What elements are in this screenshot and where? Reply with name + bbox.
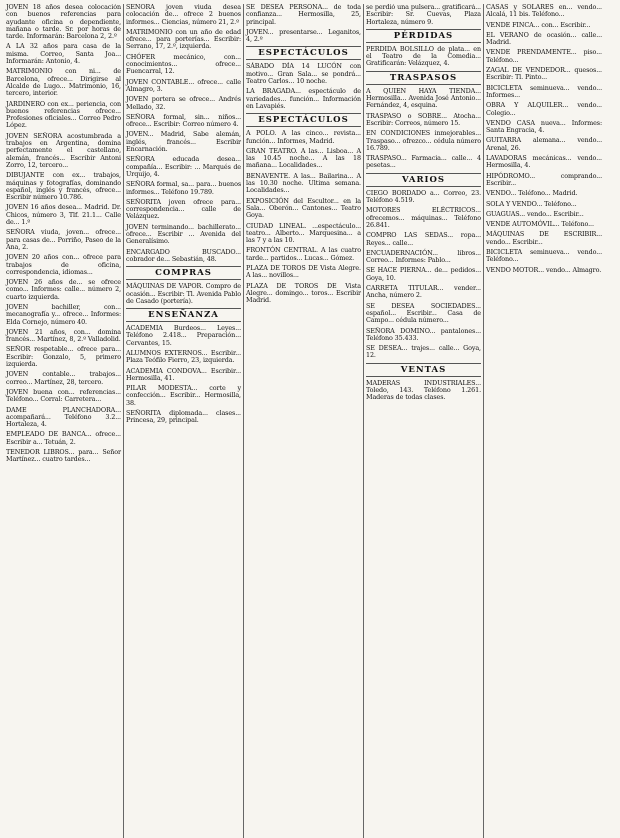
classified-ad: A LA 32 años para casa de la misma. Correo, Santa Joa... Informarán: Antonio, 4. <box>6 42 121 66</box>
classified-ad: SE DESEA SOCIEDADES... español... Escribir... Casa de Campo... cédula número... <box>366 301 481 325</box>
classified-ad: JOVEN 26 años de... se ofrece como... Informes: calle... número 2, cuarto izquierda. <box>6 278 121 301</box>
classified-ad: EXPOSICIÓN del Escultor... en la Sala... Oberón... Cantones... Teatro Goya. <box>246 196 361 220</box>
section-heading: TRASPASOS <box>366 71 481 85</box>
classified-ad: BENAVENTE. A las... Bailarina... A las 10.30 noche. Ultima semana. Localidades... <box>246 171 361 195</box>
classified-ad: VENDO MOTOR... vendo... Almagro. <box>486 265 602 274</box>
classified-ad: CIEGO BORDADO a... Correo, 23. Teléfono 4.519. <box>366 188 481 205</box>
classified-ad: GUITARRA alemana... vendo... Arenal, 26. <box>486 136 602 152</box>
column-4 <box>364 4 484 838</box>
classified-ad: OBRA Y ALQUILER... vendo... Colegio... <box>486 101 602 117</box>
section-heading: ENSEÑANZA <box>126 308 241 322</box>
classified-ad: JOVEN... presentarse... Leganitos, 4, 2.º <box>246 27 361 44</box>
classified-ad: SEÑORA DOMINO... pantalones... Teléfono 35.433. <box>366 326 481 342</box>
classified-ad: SÁBADO DÍA 14 LUCÓN con motivo... Gran Sala... se pondrá... Teatro Carlos... 10 noche. <box>246 62 361 86</box>
classified-ad: SEÑOR respetable... ofrece para... Escribir: Gonzalo, 5, primero izquierda. <box>6 345 121 369</box>
classified-ad: SEÑORA joven viuda desea colocación de... ofrece 2 buenos informes... Ciencias, número 21, 2.º <box>126 4 241 26</box>
classified-ad: TENEDOR LIBROS... para... Señor Martínez... cuatro tardes... <box>6 448 121 464</box>
classified-ad: JOVEN contable... trabajos... correo... Martínez, 28, tercero. <box>6 370 121 386</box>
classified-ad: BICICLETA seminueva... vendo... Informes... <box>486 83 602 99</box>
classified-ad: BICICLETA seminueva... vendo... Teléfono... <box>486 248 602 264</box>
classified-ad: MATRIMONIO con ni... de Barcelona, ofrece... Dirigirse al Alcalde de Lugo... Matrimonio, 16, tercero, interior. <box>6 67 121 98</box>
classified-ad: CASAS y SOLARES en... vendo... Alcalá, 11 bis. Teléfono... <box>486 4 602 19</box>
classified-ad: GRAN TEATRO. A las... Lisboa... A las 10.45 noche... A las 18 mañana... Localidades... <box>246 146 361 170</box>
classified-ad: VENDE PRENDAMENTE... piso... Teléfono... <box>486 48 602 64</box>
classified-ad: TRASPASO o SOBRE... Atocha... Escribir: Correos, número 15. <box>366 111 481 127</box>
classified-ad: JOVEN portera se ofrece... Andrés Mellado, 32. <box>126 95 241 111</box>
column-3 <box>244 4 364 838</box>
classified-ad: CIUDAD LINEAL. ...espectáculo... teatro... Alberto... Marquesina... a las 7 y a las 10. <box>246 221 361 245</box>
classified-ad: SE DESEA... trajes... calle... Goya, 12. <box>366 344 481 360</box>
classified-ad: CHÓFER mecánico, con... conocimientos... ofrece... Fuencarral, 12. <box>126 52 241 76</box>
column-2 <box>124 4 244 838</box>
classified-ad: JOVEN CONTABLE... ofrece... calle Almagro, 3. <box>126 77 241 93</box>
classified-ad: JOVEN buena con... referencias... Teléfono... Corral: Carretera... <box>6 387 121 404</box>
classified-ad: SE HACE PIERNA... de... pedidos... Goya, 10. <box>366 266 481 282</box>
classified-ad: PILAR MODESTA... corte y confección... Escribir... Hermosilla, 38. <box>126 384 241 407</box>
classified-ad: EL VERANO de ocasión... calle... Madrid. <box>486 30 602 47</box>
section-heading: VENTAS <box>366 363 481 377</box>
classified-ad: VENDE FINCA... con... Escribir... <box>486 20 591 29</box>
classified-ad: ENCARGADO BUSCADO... cobrador de... Sebastián, 48. <box>126 247 241 263</box>
classified-ad: PERDIDA BOLSILLO de plata... en el Teatro de la Comedia... Gratificarán: Velázquez, 4. <box>366 44 481 68</box>
classified-ad: JOVEN 18 años desea colocación con buenos referencias para ayudante oficina o dependiente, mañana o tarde. Sr. por horas de tarde. Informarán: Barcelona 2, 2.º <box>6 4 121 41</box>
classified-ad: PLAZA DE TOROS DE Vista Alegre. A las... novillos... <box>246 264 361 280</box>
classified-ad: SEÑORITA diplomada... clases... Princesa, 29, principal. <box>126 409 241 425</box>
classified-ad: TRASPASO... Farmacia... calle... 4 pesetas... <box>366 154 481 170</box>
classified-ad: SE DESEA PERSONA... de toda confianza... Hermosilla, 25, principal. <box>246 4 361 26</box>
classified-ad: HIPÓDROMO... comprando... Escribir... <box>486 171 602 187</box>
classified-ad: JOVEN 16 años desea... Madrid. Dr. Chicos, número 3, Tlf. 21.1... Calle de... 1.º <box>6 203 121 227</box>
section-heading: COMPRAS <box>126 266 241 280</box>
classified-ad: ALUMNOS EXTERNOS... Escribir... Plaza Teófilo Fierro, 23, izquierda. <box>126 348 241 365</box>
classified-ad: ACADEMIA Burdeos... Leyes... Teléfono 2.418... Preparación... Cervantes, 15. <box>126 324 241 347</box>
classified-ad: DIBUJANTE con ex... trabajos, máquinas y fotografías, dominando español, inglés y francés, ofrece... Escribir número 10.786. <box>6 171 121 202</box>
classified-ad: FRONTÓN CENTRAL. A las cuatro tarde... partidos... Lucas... Gómez. <box>246 246 361 262</box>
classified-ad: A QUIEN HAYA TIENDA... Hermosilla... Avenida José Antonio... Fernández, 4, esquina. <box>366 86 481 110</box>
classified-ad: JOVEN 21 años, con... domina francés... Martínez, 8, 2.º Valladolid. <box>6 327 121 344</box>
classified-ad: VENDO... Teléfono... Madrid. <box>486 189 578 198</box>
classified-ad: SEÑORA viuda, joven... ofrece... para casas de... Porriño, Paseo de la Ana, 2. <box>6 228 121 251</box>
classified-ad: SEÑORA formal, sa... para... buenos informes... Teléfono 19.789. <box>126 180 241 196</box>
classified-ad: EN CONDICIONES inmejorables... Traspaso... ofrezco... cédula número 16.789. <box>366 129 481 152</box>
classified-ad: COMPRO LAS SEDAS... ropa... Reyes... calle... <box>366 231 481 247</box>
classified-ad: MADERAS INDUSTRIALES... Toledo, 143. Teléfono 1.261. Maderas de todas clases. <box>366 378 481 402</box>
classified-ad: SOLA Y VENDO... Teléfono... <box>486 199 577 208</box>
classified-ad: CARRETA TITULAR... vender... Ancha, número 2. <box>366 284 481 300</box>
classified-ad: VENDO CASA nueva... Informes: Santa Engracia, 4. <box>486 118 602 135</box>
section-heading: VARIOS <box>366 173 481 187</box>
classified-ad: JOVEN SEÑORA acostumbrada a trabajos en Argentina, domina perfectamente el castellano, alemán, francés... Escribir Antoni Zorro, 12, tercero... <box>6 131 121 169</box>
classified-ad: SEÑORA formal, sin... niños... ofrece... Escribir: Correo número 4. <box>126 112 241 129</box>
classified-ad: MÁQUINAS DE VAPOR. Compro de ocasión... Escribir: Tl. Avenida Pablo de Casado (portería). <box>126 282 241 305</box>
classified-ad: JOVEN bachiller, con... mecanografía y... ofrece... Informes: Elda Cornejo, número 40. <box>6 302 121 326</box>
classified-ad: SEÑORA educada desea... compañía... Escribir: ... Marqués de Urquijo, 4. <box>126 155 241 178</box>
classified-ad: se perdió una pulsera... gratificará... Escribir: Sr. Cuevas, Plaza Hortaleza, número 9. <box>366 4 481 26</box>
classified-ad: GUAGUAS... vendo... Escribir... <box>486 209 584 218</box>
classified-ad: EMPLEADO DE BANCA... ofrece... Escribir a... Tetuán, 2. <box>6 430 121 446</box>
classified-ad: DAME PLANCHADORA... acompañará... Teléfono 3.2... Hortaleza, 4. <box>6 405 121 429</box>
classified-ad: MOTORES ELÉCTRICOS... ofrecemos... máquinas... Teléfono 26.841. <box>366 206 481 229</box>
classified-ad: JOVEN 20 años con... ofrece para trabajos de oficina, correspondencia, idiomas... <box>6 253 121 276</box>
section-heading: ESPECTÁCULOS <box>246 113 361 127</box>
classified-ad: PLAZA DE TOROS DE Vista Alegre... domingo... toros... Escribir Madrid. <box>246 281 361 305</box>
classified-ad: ENCUADERNACIÓN... libros... Correo... Informes: Pablo... <box>366 248 481 265</box>
classified-ad: JARDINERO con ex... periencia, con buenos referencias ofrece... Profesiones oficiales... Correo Pedro López. <box>6 99 121 130</box>
section-heading: ESPECTÁCULOS <box>246 46 361 60</box>
section-heading: PÉRDIDAS <box>366 29 481 43</box>
classified-ad: LA BRAGADA... espectáculo de variedades... función... Información en Lavapiés. <box>246 87 361 110</box>
column-1 <box>4 4 124 838</box>
classified-ad: MÁQUINAS DE ESCRIBIR... vendo... Escribir... <box>486 230 602 246</box>
classified-ad: A POLO. A las cinco... revista... función... Informes, Madrid. <box>246 129 361 145</box>
column-5 <box>484 4 604 838</box>
classified-ad: SEÑORITA joven ofrece para... correspondencia... calle de Velázquez. <box>126 197 241 221</box>
classified-ad: MATRIMONIO con un año de edad ofrece... para porterías... Escribir: Serrano, 17, 2.º, izquierda. <box>126 27 241 51</box>
classified-ad: JOVEN terminando... bachillerato... ofrece... Escribir ... Avenida del Generalísimo. <box>126 222 241 246</box>
classified-ad: ACADEMIA CONDOVA... Escribir... Hermosilla, 41. <box>126 366 241 382</box>
classified-ad: JOVEN... Madrid, Sabe alemán, inglés, francés... Escribir Encarnación. <box>126 130 241 154</box>
classified-ad: ZAGAL DE VENDEDOR... quesos... Escribir: Tl. Pinto... <box>486 66 602 82</box>
classified-ad: LAVADORAS mecánicas... vendo... Hermosilla, 4. <box>486 154 602 170</box>
classified-ad: VENDE AUTOMÓVIL... Teléfono... <box>486 220 594 229</box>
